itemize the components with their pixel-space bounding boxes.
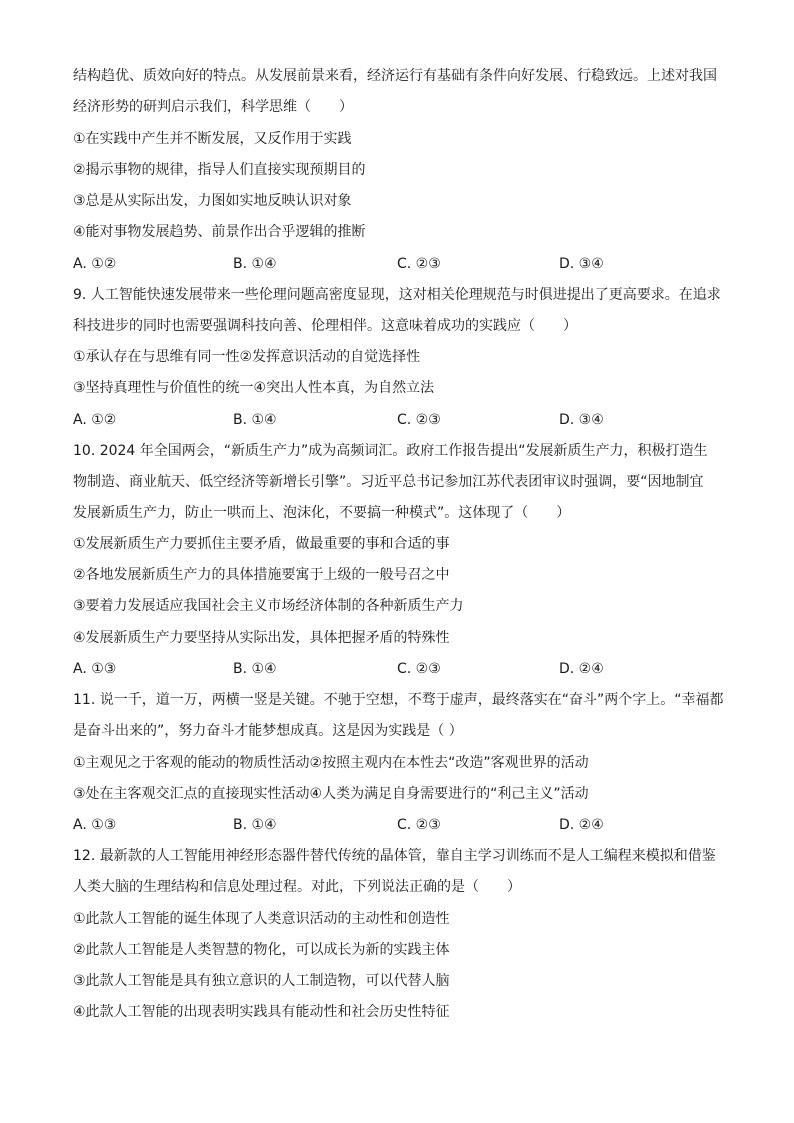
- q9-options: [73, 411, 713, 429]
- q11-option-a[interactable]: A. ①③: [73, 817, 117, 833]
- q12-statement-4: ④此款人工智能的出现表明实践具有能动性和社会历史性特征: [73, 1004, 450, 1020]
- q12-stem-line-1: 12. 最新款的人工智能用神经形态器件替代传统的晶体管，靠自主学习训练而不是人工编程来模拟和借鉴: [73, 848, 716, 864]
- q8-option-d[interactable]: D. ③④: [559, 256, 604, 272]
- q9-option-a[interactable]: A. ①②: [73, 412, 117, 428]
- q8-option-b[interactable]: B. ①④: [233, 256, 277, 272]
- q10-statement-1: ①发展新质生产力要抓住主要矛盾，做最重要的事和合适的事: [73, 536, 450, 552]
- q8-statement-2: ②揭示事物的规律，指导人们直接实现预期目的: [73, 162, 366, 178]
- q10-stem-line-3: 发展新质生产力，防止一哄而上、泡沫化，不要搞一种模式”。这体现了（ ）: [73, 505, 571, 521]
- q12-stem-line-2: 人类大脑的生理结构和信息处理过程。对此，下列说法正确的是（ ）: [73, 879, 521, 895]
- q11-statement-2: ③处在主客观交汇点的直接现实性活动④人类为满足自身需要进行的“利己主义”活动: [73, 786, 589, 802]
- q8-option-c[interactable]: C. ②③: [397, 256, 441, 272]
- q9-option-b[interactable]: B. ①④: [233, 412, 277, 428]
- q10-stem-line-2: 物制造、商业航天、低空经济等新增长引擎”。习近平总书记参加江苏代表团审议时强调，要“因地制宜: [73, 474, 704, 490]
- q12-statement-1: ①此款人工智能的诞生体现了人类意识活动的主动性和创造性: [73, 911, 450, 927]
- q11-stem-line-2: 是奋斗出来的”，努力奋斗才能梦想成真。这是因为实践是（ ）: [73, 723, 463, 739]
- q9-statement-1: ①承认存在与思维有同一性②发挥意识活动的自觉选择性: [73, 349, 421, 365]
- q10-option-b[interactable]: B. ①④: [233, 661, 277, 677]
- q12-statement-2: ②此款人工智能是人类智慧的物化，可以成长为新的实践主体: [73, 942, 450, 958]
- q10-stem-line-1: 10. 2024 年全国两会，“新质生产力”成为高频词汇。政府工作报告提出“发展新质生产力，积极打造生: [73, 443, 708, 459]
- q8-options: [73, 255, 713, 273]
- q10-statement-3: ③要着力发展适应我国社会主义市场经济体制的各种新质生产力: [73, 598, 464, 614]
- q8-statement-4: ④能对事物发展趋势、前景作出合乎逻辑的推断: [73, 224, 366, 240]
- q10-options: [73, 660, 713, 678]
- q10-statement-4: ④发展新质生产力要坚持从实际出发，具体把握矛盾的特殊性: [73, 630, 450, 646]
- q12-statement-3: ③此款人工智能是具有独立意识的人工制造物，可以代替人脑: [73, 973, 450, 989]
- q11-statement-1: ①主观见之于客观的能动的物质性活动②按照主观内在本性去“改造”客观世界的活动: [73, 755, 589, 771]
- q11-stem-line-1: 11. 说一千，道一万，两横一竖是关键。不驰于空想，不骛于虚声，最终落实在“奋斗”两个字上。“幸福都: [73, 692, 724, 708]
- q9-stem-line-1: 9. 人工智能快速发展带来一些伦理问题高密度显现，这对相关伦理规范与时俱进提出了更高要求。在追求: [73, 287, 721, 303]
- q8-statement-1: ①在实践中产生并不断发展，又反作用于实践: [73, 131, 352, 147]
- q9-option-c[interactable]: C. ②③: [397, 412, 441, 428]
- q8-option-a[interactable]: A. ①②: [73, 256, 117, 272]
- q8-stem-line-2: 经济形势的研判启示我们，科学思维（ ）: [73, 99, 353, 115]
- q11-options: [73, 816, 713, 834]
- q8-stem-line-1: 结构趋优、质效向好的特点。从发展前景来看，经济运行有基础有条件向好发展、行稳致远。上述对我国: [73, 68, 717, 84]
- q10-statement-2: ②各地发展新质生产力的具体措施要寓于上级的一般号召之中: [73, 567, 450, 583]
- q9-stem-line-2: 科技进步的同时也需要强调科技向善、伦理相伴。这意味着成功的实践应（ ）: [73, 318, 577, 334]
- q11-option-b[interactable]: B. ①④: [233, 817, 277, 833]
- q11-option-c[interactable]: C. ②③: [397, 817, 441, 833]
- q10-option-c[interactable]: C. ②③: [397, 661, 441, 677]
- q10-option-d[interactable]: D. ②④: [559, 661, 604, 677]
- q8-statement-3: ③总是从实际出发，力图如实地反映认识对象: [73, 193, 352, 209]
- q11-option-d[interactable]: D. ②④: [559, 817, 604, 833]
- q9-option-d[interactable]: D. ③④: [559, 412, 604, 428]
- q9-statement-2: ③坚持真理性与价值性的统一④突出人性本真，为自然立法: [73, 380, 435, 396]
- q10-option-a[interactable]: A. ①③: [73, 661, 117, 677]
